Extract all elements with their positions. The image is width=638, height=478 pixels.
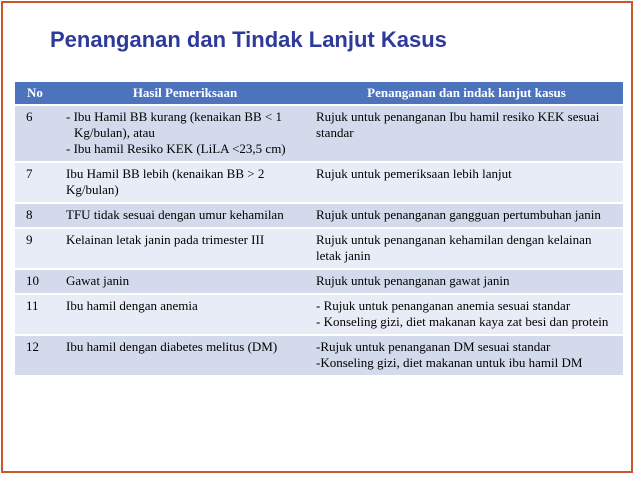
- cell-line: -Rujuk untuk penanganan DM sesuai standar: [316, 339, 551, 354]
- cell-line: Ibu hamil dengan anemia: [66, 298, 198, 313]
- table-row: [15, 269, 623, 294]
- row-number: 7: [15, 162, 60, 203]
- cell-line: Ibu hamil dengan diabetes melitus (DM): [66, 339, 278, 354]
- header-penanganan: Penanganan dan indak lanjut kasus: [310, 82, 623, 105]
- hasil-cell: [60, 294, 310, 335]
- table-row: [15, 105, 623, 162]
- penanganan-cell: [310, 105, 623, 162]
- penanganan-cell: [310, 294, 623, 335]
- hasil-cell: [60, 105, 310, 162]
- hasil-cell: [60, 203, 310, 228]
- cell-line: - Ibu Hamil BB kurang (kenaikan BB < 1 Kg/bulan), atau: [66, 109, 283, 140]
- cell-line: Rujuk untuk penanganan gangguan pertumbuhan janin: [316, 207, 601, 222]
- cell-line: Kelainan letak janin pada trimester III: [66, 232, 265, 247]
- penanganan-cell: [310, 335, 623, 376]
- row-number: 6: [15, 105, 60, 162]
- cell-line: TFU tidak sesuai dengan umur kehamilan: [66, 207, 284, 222]
- penanganan-cell: [310, 269, 623, 294]
- table-row: [15, 335, 623, 376]
- row-number: 12: [15, 335, 60, 376]
- cell-line: Rujuk untuk penanganan kehamilan dengan kelainan letak janin: [316, 232, 592, 263]
- cell-line: - Rujuk untuk penanganan anemia sesuai standar: [316, 298, 571, 313]
- row-number: 10: [15, 269, 60, 294]
- penanganan-cell: [310, 228, 623, 269]
- cell-line: - Konseling gizi, diet makanan kaya zat besi dan protein: [316, 314, 609, 329]
- penanganan-cell: [310, 203, 623, 228]
- cell-line: Rujuk untuk pemeriksaan lebih lanjut: [316, 166, 512, 181]
- row-number: 8: [15, 203, 60, 228]
- table-header-row: [15, 82, 623, 105]
- row-number: 9: [15, 228, 60, 269]
- cell-line: -Konseling gizi, diet makanan untuk ibu hamil DM: [316, 355, 583, 370]
- table-row: [15, 294, 623, 335]
- case-table: [15, 82, 623, 377]
- cell-line: Rujuk untuk penanganan Ibu hamil resiko KEK sesuai standar: [316, 109, 600, 140]
- hasil-cell: [60, 228, 310, 269]
- table-row: [15, 203, 623, 228]
- table-body: [15, 105, 623, 376]
- cell-line: Rujuk untuk penanganan gawat janin: [316, 273, 510, 288]
- cell-line: - Ibu hamil Resiko KEK (LiLA <23,5 cm): [66, 141, 286, 156]
- hasil-cell: [60, 162, 310, 203]
- cell-line: Gawat janin: [66, 273, 130, 288]
- hasil-cell: [60, 335, 310, 376]
- header-no: No: [15, 82, 60, 105]
- penanganan-cell: [310, 162, 623, 203]
- header-hasil: Hasil Pemeriksaan: [60, 82, 310, 105]
- table-row: [15, 162, 623, 203]
- cell-line: Ibu Hamil BB lebih (kenaikan BB > 2 Kg/bulan): [66, 166, 265, 197]
- row-number: 11: [15, 294, 60, 335]
- slide-title: Penanganan dan Tindak Lanjut Kasus: [50, 27, 447, 52]
- hasil-cell: [60, 269, 310, 294]
- table-row: [15, 228, 623, 269]
